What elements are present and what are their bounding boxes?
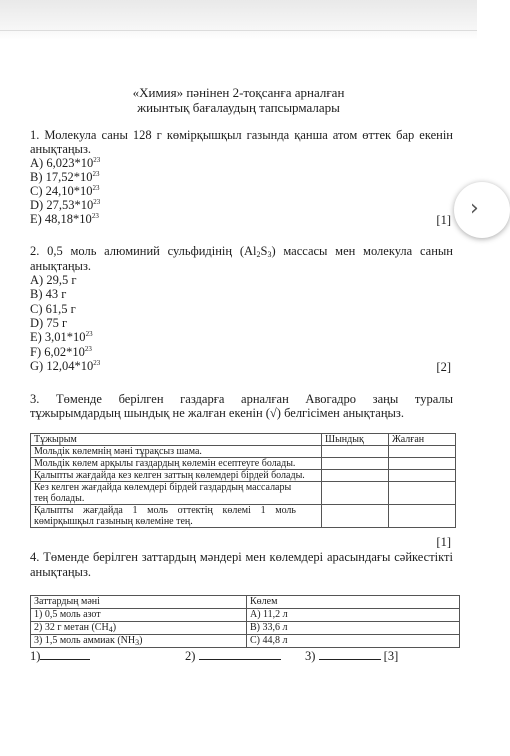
- q1-option-e: E) $48,18*10^{23}$: [30, 212, 99, 226]
- true-answer-cell[interactable]: [322, 458, 389, 470]
- statement-cell: Мольдік көлемнің мәні тұрақсыз шама.: [31, 446, 322, 458]
- q4-text-line2: анықтаңыз.: [30, 565, 92, 579]
- false-answer-cell[interactable]: [389, 505, 456, 528]
- table-header-row: [31, 596, 460, 609]
- volume-cell: A) 11,2 л: [247, 609, 460, 622]
- page-title-line1: «Химия» пәнінен 2-тоқсанға арналған: [132, 85, 345, 100]
- q1-option-b: B) $17,52*10^{23}$: [30, 170, 100, 184]
- answer-1-blank[interactable]: [40, 648, 90, 660]
- false-answer-cell[interactable]: [389, 458, 456, 470]
- q2-option-a: A) 29,5 г: [30, 273, 77, 287]
- table-row: [31, 622, 460, 635]
- table-header: Шындық: [322, 434, 389, 446]
- q1-option-c: C) $24,10*10^{23}$: [30, 184, 100, 198]
- q4-text-line1: 4. Төменде берілген заттардың мәндері мен көлемдері арасындағы сәйкестікті: [30, 550, 453, 564]
- q2-option-e: E) $3,01*10^{23}$: [30, 330, 93, 344]
- top-band: [0, 0, 477, 40]
- chevron-right-icon: ›: [470, 196, 479, 221]
- answer-2: 2): [185, 648, 281, 664]
- table-header: Жалған: [389, 434, 456, 446]
- table-row: [31, 470, 456, 482]
- q3-table: [30, 433, 456, 528]
- q2-option-f: F) $6,02*10^{23}$: [30, 345, 92, 359]
- q4-table: [30, 595, 460, 648]
- q1-text-line1: 1. Молекула саны 128 г көмірқышқыл газында қанша атом өттек бар екенін: [30, 128, 453, 142]
- q2-option-c: C) 61,5 г: [30, 302, 76, 316]
- substance-cell: 1) 0,5 моль азот: [31, 609, 247, 622]
- volume-cell: C) 44,8 л: [247, 635, 460, 648]
- false-answer-cell[interactable]: [389, 446, 456, 458]
- q2-text-line2: анықтаңыз.: [30, 259, 92, 273]
- q3-score: [1]: [436, 535, 451, 549]
- q1-score: [1]: [436, 213, 451, 227]
- q3-text-line2: тұжырымдардың шындық не жалған екенін (√) белгісімен анықтаңыз.: [30, 406, 404, 420]
- table-row: [31, 446, 456, 458]
- table-row: [31, 458, 456, 470]
- answer-2-blank[interactable]: [199, 648, 281, 660]
- table-row: [31, 482, 456, 505]
- table-row: [31, 505, 456, 528]
- true-answer-cell[interactable]: [322, 505, 389, 528]
- q2-option-b: B) 43 г: [30, 287, 67, 301]
- table-header: Тұжырым: [31, 434, 322, 446]
- answer-3-blank[interactable]: [319, 648, 381, 660]
- true-answer-cell[interactable]: [322, 446, 389, 458]
- answer-3: 3) [3]: [305, 649, 399, 663]
- statement-cell: Қалыпты жағдайда кез келген заттың көлемдері бірдей болады.: [31, 470, 322, 482]
- q3-text-line1: 3. Төменде берілген газдарға арналған Авогадро заңы туралы: [30, 392, 453, 406]
- q2-score: [2]: [436, 360, 451, 374]
- table-header: Көлем: [247, 596, 460, 609]
- true-answer-cell[interactable]: [322, 470, 389, 482]
- page-title-line2: жиынтық бағалаудың тапсырмалары: [137, 100, 340, 115]
- statement-cell: Мольдік көлем арқылы газдардың көлемін есептеуге болады.: [31, 458, 322, 470]
- next-page-button[interactable]: [454, 182, 510, 238]
- table-row: [31, 635, 460, 648]
- q4-score: [3]: [383, 649, 399, 663]
- statement-cell: Қалыпты жағдайда 1 моль оттектің көлемі 1 моль көмірқышқыл газының көлеміне тең.: [31, 505, 322, 528]
- table-header-row: [31, 434, 456, 446]
- statement-cell: Кез келген жағдайда көлемдері бірдей газдардың массалары тең болады.: [31, 482, 322, 505]
- substance-cell: 3) 1,5 моль аммиак $(NH_3)$: [31, 635, 247, 648]
- false-answer-cell[interactable]: [389, 482, 456, 505]
- q2-option-g: G) $12,04*10^{23}$: [30, 359, 101, 373]
- q1-text-line2: анықтаңыз.: [30, 142, 92, 156]
- answer-1: 1): [30, 648, 90, 664]
- substance-cell: 2) 32 г метан $(CH_4)$: [31, 622, 247, 635]
- q1-option-a: A) $6,023*10^{23}$: [30, 156, 101, 170]
- q1-option-d: D) $27,53*10^{23}$: [30, 198, 101, 212]
- true-answer-cell[interactable]: [322, 482, 389, 505]
- q2-text-line1: 2. 0,5 моль алюминий сульфидінің $(Al_2S_3)$ массасы мен молекула санын: [30, 244, 453, 259]
- q2-option-d: D) 75 г: [30, 316, 68, 330]
- volume-cell: B) 33,6 л: [247, 622, 460, 635]
- table-header: Заттардың мәні: [31, 596, 247, 609]
- false-answer-cell[interactable]: [389, 470, 456, 482]
- table-row: [31, 609, 460, 622]
